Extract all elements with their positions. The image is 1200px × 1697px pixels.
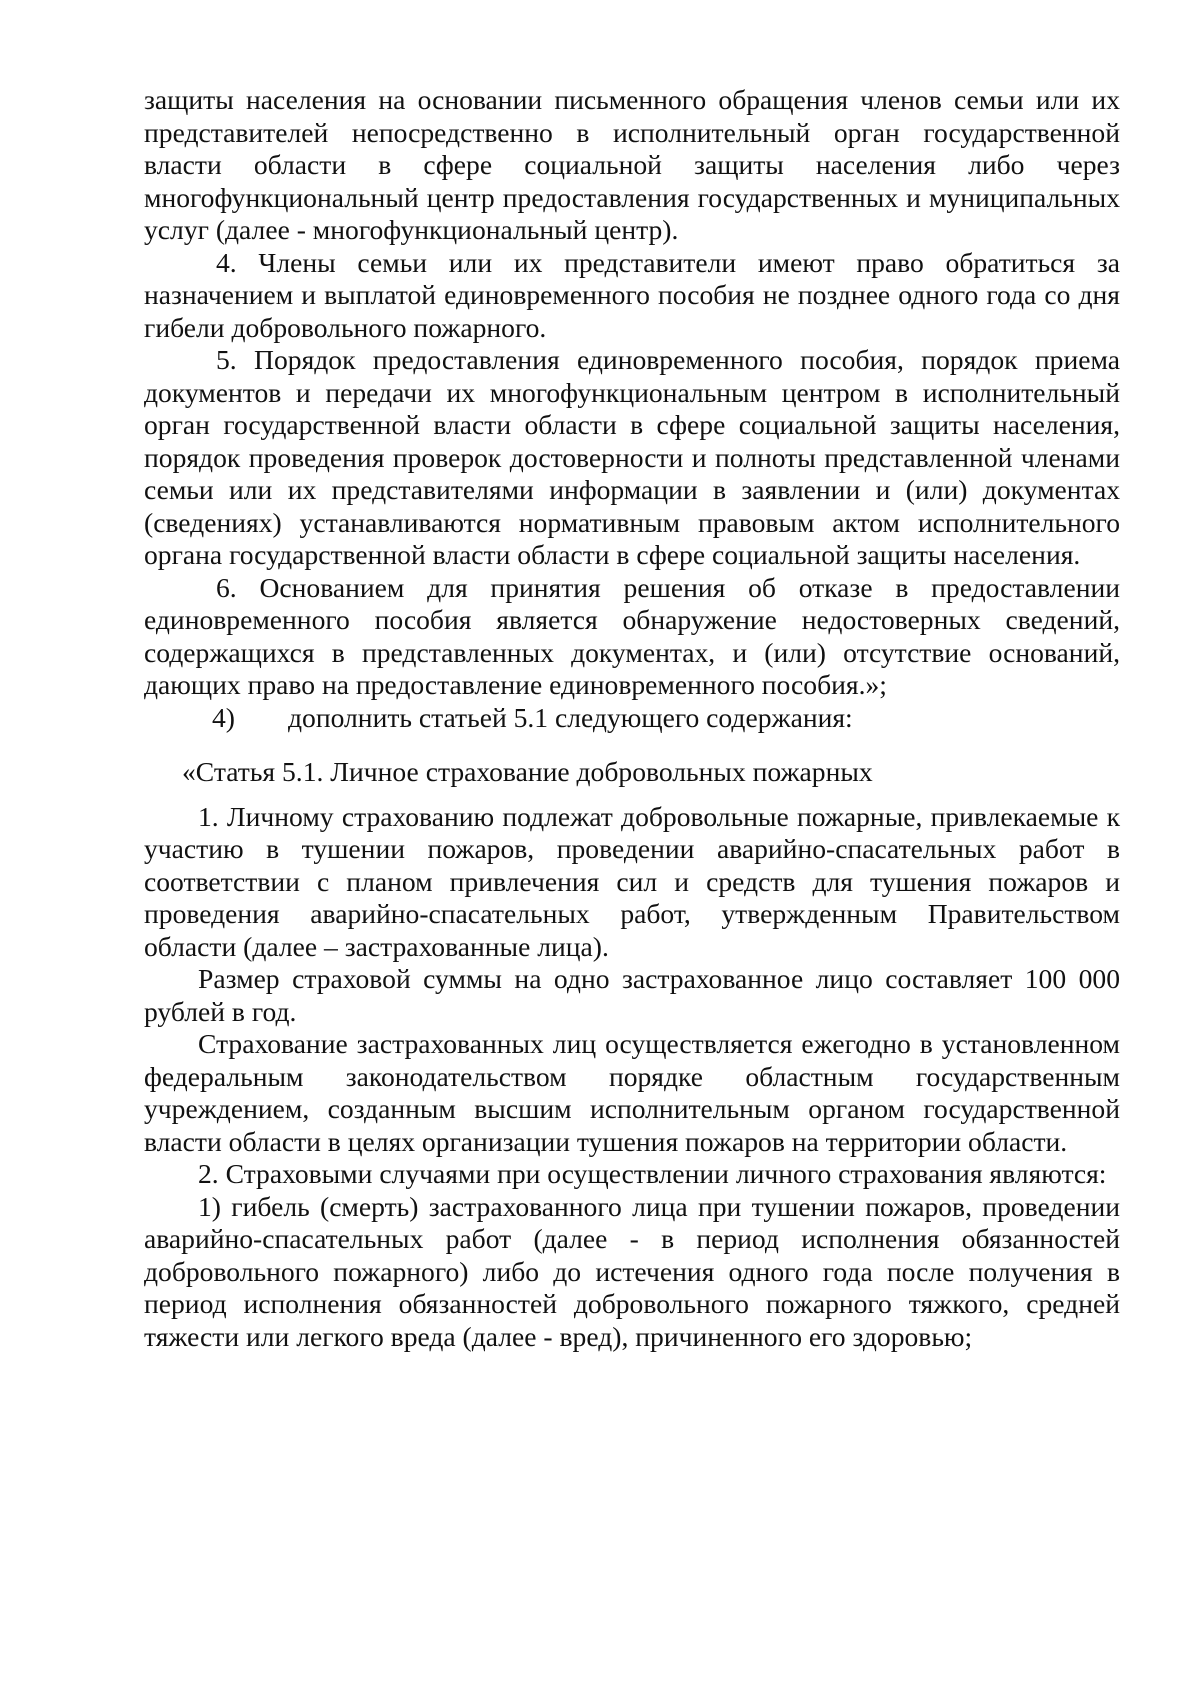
- paragraph-item-4: 4. Члены семьи или их представители имеют право обратиться за назначением и выплатой единовременного пособия не позднее одного года со дня гибели добровольного пожарного.: [144, 246, 1120, 343]
- paragraph-item-6: 6. Основанием для принятия решения об отказе в предоставлении единовременного пособия является обнаружение недостоверных сведений, содержащихся в представленных документах, и (или) отсутствие оснований, дающих право на предоставление единовременного пособия.»;: [144, 571, 1120, 700]
- article-paragraph-insurance-procedure: Страхование застрахованных лиц осуществляется ежегодно в установленном федеральным законодательством порядке областным государственным учреждением, созданным высшим исполнительным органом государственной власти области в целях организации тушения пожаров на территории области.: [144, 1028, 1120, 1157]
- paragraph-continuation: защиты населения на основании письменного обращения членов семьи или их представителей непосредственно в исполнительный орган государственной власти области в сфере социальной защиты населения либо через многофункциональный центр предоставления государственных и муниципальных услуг (далее - многофункциональный центр).: [144, 84, 1120, 245]
- paragraph-item-5: 5. Порядок предоставления единовременного пособия, порядок приема документов и передачи их многофункциональным центром в исполнительный орган государственной власти области в сфере социальной защиты населения, порядок проведения проверок достоверности и полноты представленной членами семьи или их представителями информации в заявлении и (или) документах (сведениях) устанавливаются нормативным правовым актом исполнительного органа государственной власти области в сфере социальной защиты населения.: [144, 344, 1120, 570]
- list-item-text: дополнить статьей 5.1 следующего содержания:: [288, 701, 853, 733]
- list-item-number: 4): [212, 701, 235, 733]
- article-paragraph-1: 1. Личному страхованию подлежат добровольные пожарные, привлекаемые к участию в тушении пожаров, проведении аварийно-спасательных работ в соответствии с планом привлечения сил и средств для тушения пожаров и проведения аварийно-спасательных работ, утвержденным Правительством области (далее – застрахованные лица).: [144, 800, 1120, 962]
- article-paragraph-2: 2. Страховыми случаями при осуществлении личного страхования являются:: [198, 1158, 1107, 1189]
- list-item-4: [144, 702, 1120, 735]
- article-subitem-1: 1) гибель (смерть) застрахованного лица при тушении пожаров, проведении аварийно-спасательных работ (далее - в период исполнения обязанностей добровольного пожарного) либо до истечения одного года после получения в период исполнения обязанностей добровольного пожарного тяжкого, средней тяжести или легкого вреда (далее - вред), причиненного его здоровью;: [144, 1190, 1120, 1352]
- document-body: [144, 84, 1120, 1353]
- article-paragraph-insurance-sum: Размер страховой суммы на одно застрахованное лицо составляет 100 000 рублей в год.: [144, 963, 1120, 1027]
- article-heading: «Статья 5.1. Личное страхование добровольных пожарных: [182, 756, 873, 787]
